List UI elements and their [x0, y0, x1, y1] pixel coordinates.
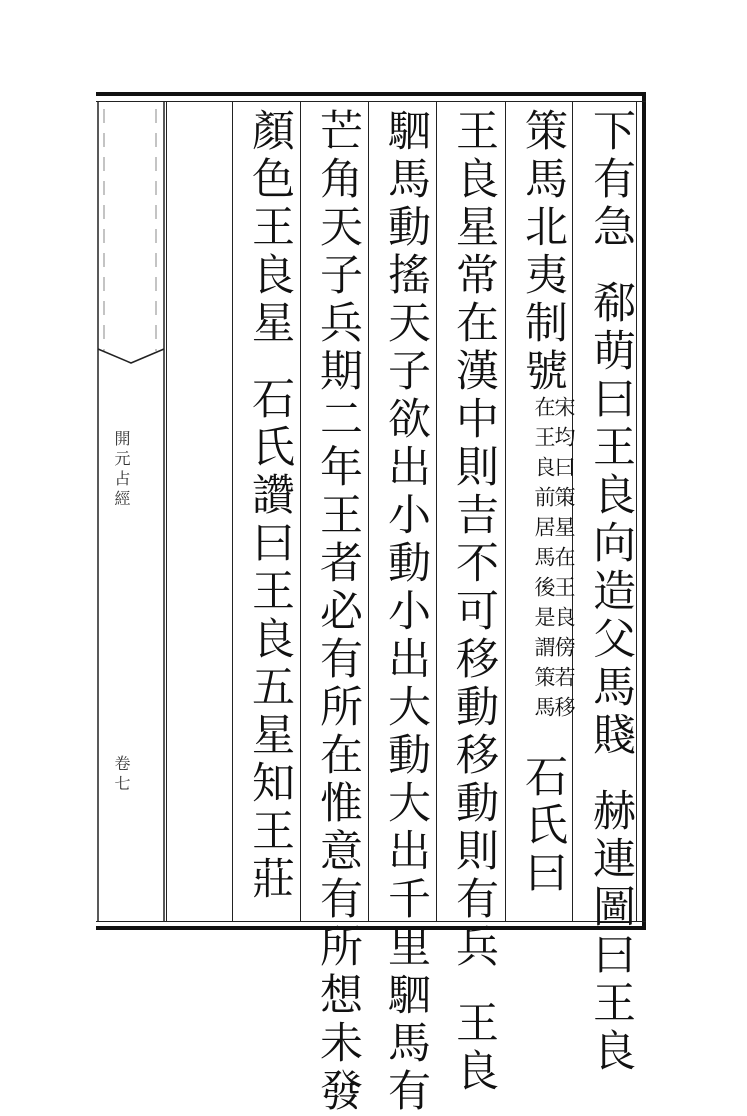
column-rule — [505, 101, 506, 921]
main-text: 王良 — [449, 1000, 499, 1096]
frame-inner-bottom-line — [96, 921, 646, 922]
text-column-6 — [239, 108, 301, 920]
main-text: 顏色王良星 — [245, 108, 295, 348]
main-text: 下有急 — [586, 108, 636, 252]
note-left-line: 在王良前居馬後是謂策馬 — [532, 396, 556, 726]
main-text: 芒角天子兵期二年王者必有所在惟意有所想未發 — [313, 108, 363, 1116]
text-column-2 — [512, 108, 574, 920]
block-center-decoration — [96, 101, 166, 921]
block-center — [96, 101, 166, 921]
text-column-5 — [307, 108, 369, 1116]
text-column-4 — [375, 108, 437, 1116]
text-column-3 — [443, 108, 505, 1096]
main-text: 郗萌曰王良向造父馬賤 — [586, 280, 636, 760]
main-text: 駟馬動搖天子欲出小動小出大動大出千里駟馬有 — [381, 108, 431, 1116]
double-line-note — [534, 396, 574, 726]
main-text: 赫連圖曰王良 — [586, 788, 636, 1076]
column-rule — [166, 101, 167, 921]
main-text: 策馬北夷制號 — [518, 108, 568, 396]
note-right-line: 宋均曰策星在王良傍若移 — [552, 396, 576, 726]
frame-inner-top-line — [96, 101, 646, 102]
column-rule — [232, 101, 233, 921]
block-center-title: 開元占經 — [112, 430, 131, 510]
block-center-page-number: 卷七 — [112, 755, 131, 795]
main-text: 石氏曰 — [518, 754, 568, 898]
main-text: 王良星常在漢中則吉不可移動移動則有兵 — [449, 108, 499, 972]
text-column-1 — [580, 108, 642, 1076]
main-text: 石氏讚曰王良五星知王莊 — [245, 376, 295, 904]
